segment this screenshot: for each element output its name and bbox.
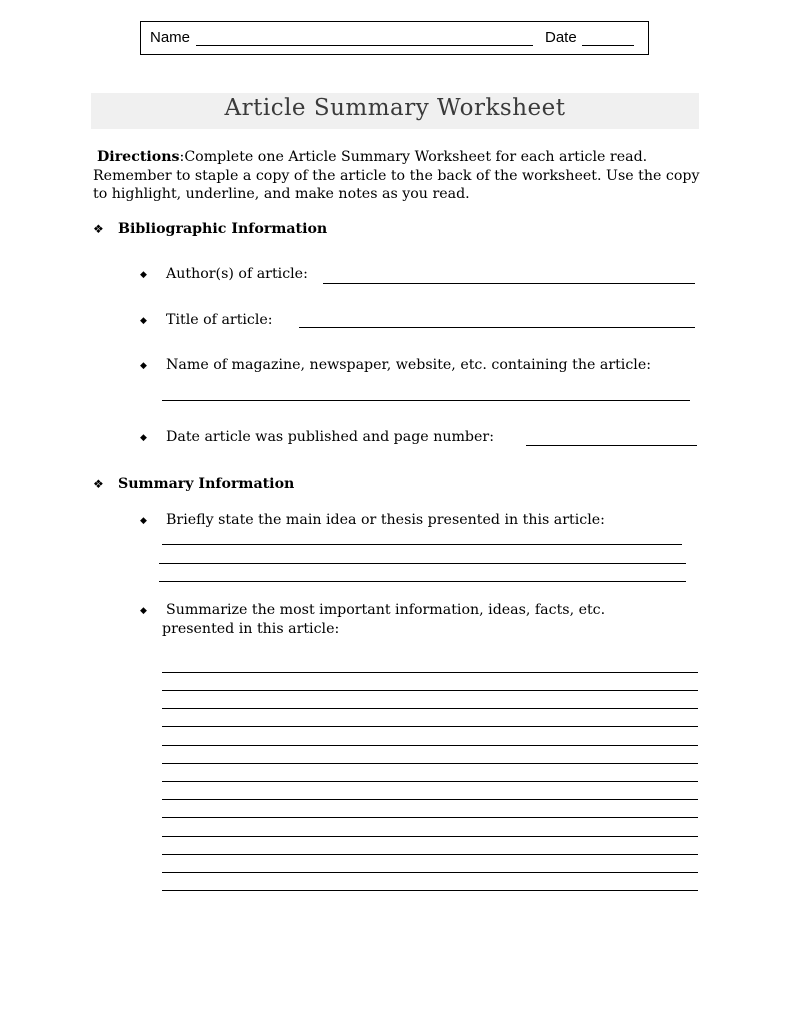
diamond-bullet-icon: ◆ bbox=[140, 606, 147, 616]
name-field[interactable] bbox=[196, 45, 533, 46]
title-band bbox=[91, 93, 699, 129]
summary-line[interactable] bbox=[162, 690, 698, 691]
summary-line[interactable] bbox=[162, 817, 698, 818]
source-field[interactable] bbox=[162, 400, 690, 401]
source-label: Name of magazine, newspaper, website, etc. containing the article: bbox=[166, 357, 651, 373]
section-summary bbox=[93, 476, 294, 492]
title-of-article-field[interactable] bbox=[299, 327, 695, 328]
author-label: Author(s) of article: bbox=[166, 266, 308, 282]
author-field[interactable] bbox=[323, 283, 695, 284]
summary-line[interactable] bbox=[162, 708, 698, 709]
summary-line[interactable] bbox=[162, 781, 698, 782]
page-title: Article Summary Worksheet bbox=[224, 95, 566, 121]
date-label: Date bbox=[545, 29, 577, 46]
important-info-label-continued: presented in this article: bbox=[162, 621, 340, 637]
main-idea-line[interactable] bbox=[159, 581, 686, 582]
summary-line[interactable] bbox=[162, 726, 698, 727]
diamond-bullet-icon: ◆ bbox=[140, 433, 147, 443]
date-field[interactable] bbox=[582, 45, 634, 46]
section-heading-bibliographic: Bibliographic Information bbox=[118, 221, 328, 237]
summary-line[interactable] bbox=[162, 799, 698, 800]
summary-line[interactable] bbox=[162, 836, 698, 837]
section-bibliographic bbox=[93, 221, 327, 237]
publish-date-field[interactable] bbox=[526, 445, 697, 446]
diamond-bullet-icon: ◆ bbox=[140, 270, 147, 280]
directions bbox=[93, 148, 703, 204]
name-label: Name bbox=[150, 29, 191, 46]
four-diamond-icon: ❖ bbox=[93, 477, 104, 491]
diamond-bullet-icon: ◆ bbox=[140, 516, 147, 526]
four-diamond-icon: ❖ bbox=[93, 222, 104, 236]
diamond-bullet-icon: ◆ bbox=[140, 361, 147, 371]
directions-label: Directions bbox=[97, 149, 180, 165]
publish-date-label: Date article was published and page number: bbox=[166, 429, 494, 445]
summary-line[interactable] bbox=[162, 890, 698, 891]
directions-text: :Complete one Article Summary Worksheet for each article read. Remember to staple a copy of the article to the back of the worksheet. Use the copy to highlight, underline, and make notes as you read. bbox=[93, 149, 700, 202]
section-heading-summary: Summary Information bbox=[118, 476, 295, 492]
summary-line[interactable] bbox=[162, 745, 698, 746]
name-date-box bbox=[140, 21, 649, 55]
diamond-bullet-icon: ◆ bbox=[140, 316, 147, 326]
title-of-article-label: Title of article: bbox=[166, 312, 273, 328]
important-info-label: Summarize the most important information, ideas, facts, etc. bbox=[166, 602, 606, 618]
main-idea-line[interactable] bbox=[159, 563, 686, 564]
main-idea-line[interactable] bbox=[162, 544, 682, 545]
summary-line[interactable] bbox=[162, 872, 698, 873]
summary-line[interactable] bbox=[162, 763, 698, 764]
summary-line[interactable] bbox=[162, 854, 698, 855]
main-idea-label: Briefly state the main idea or thesis presented in this article: bbox=[166, 512, 605, 528]
summary-line[interactable] bbox=[162, 672, 698, 673]
